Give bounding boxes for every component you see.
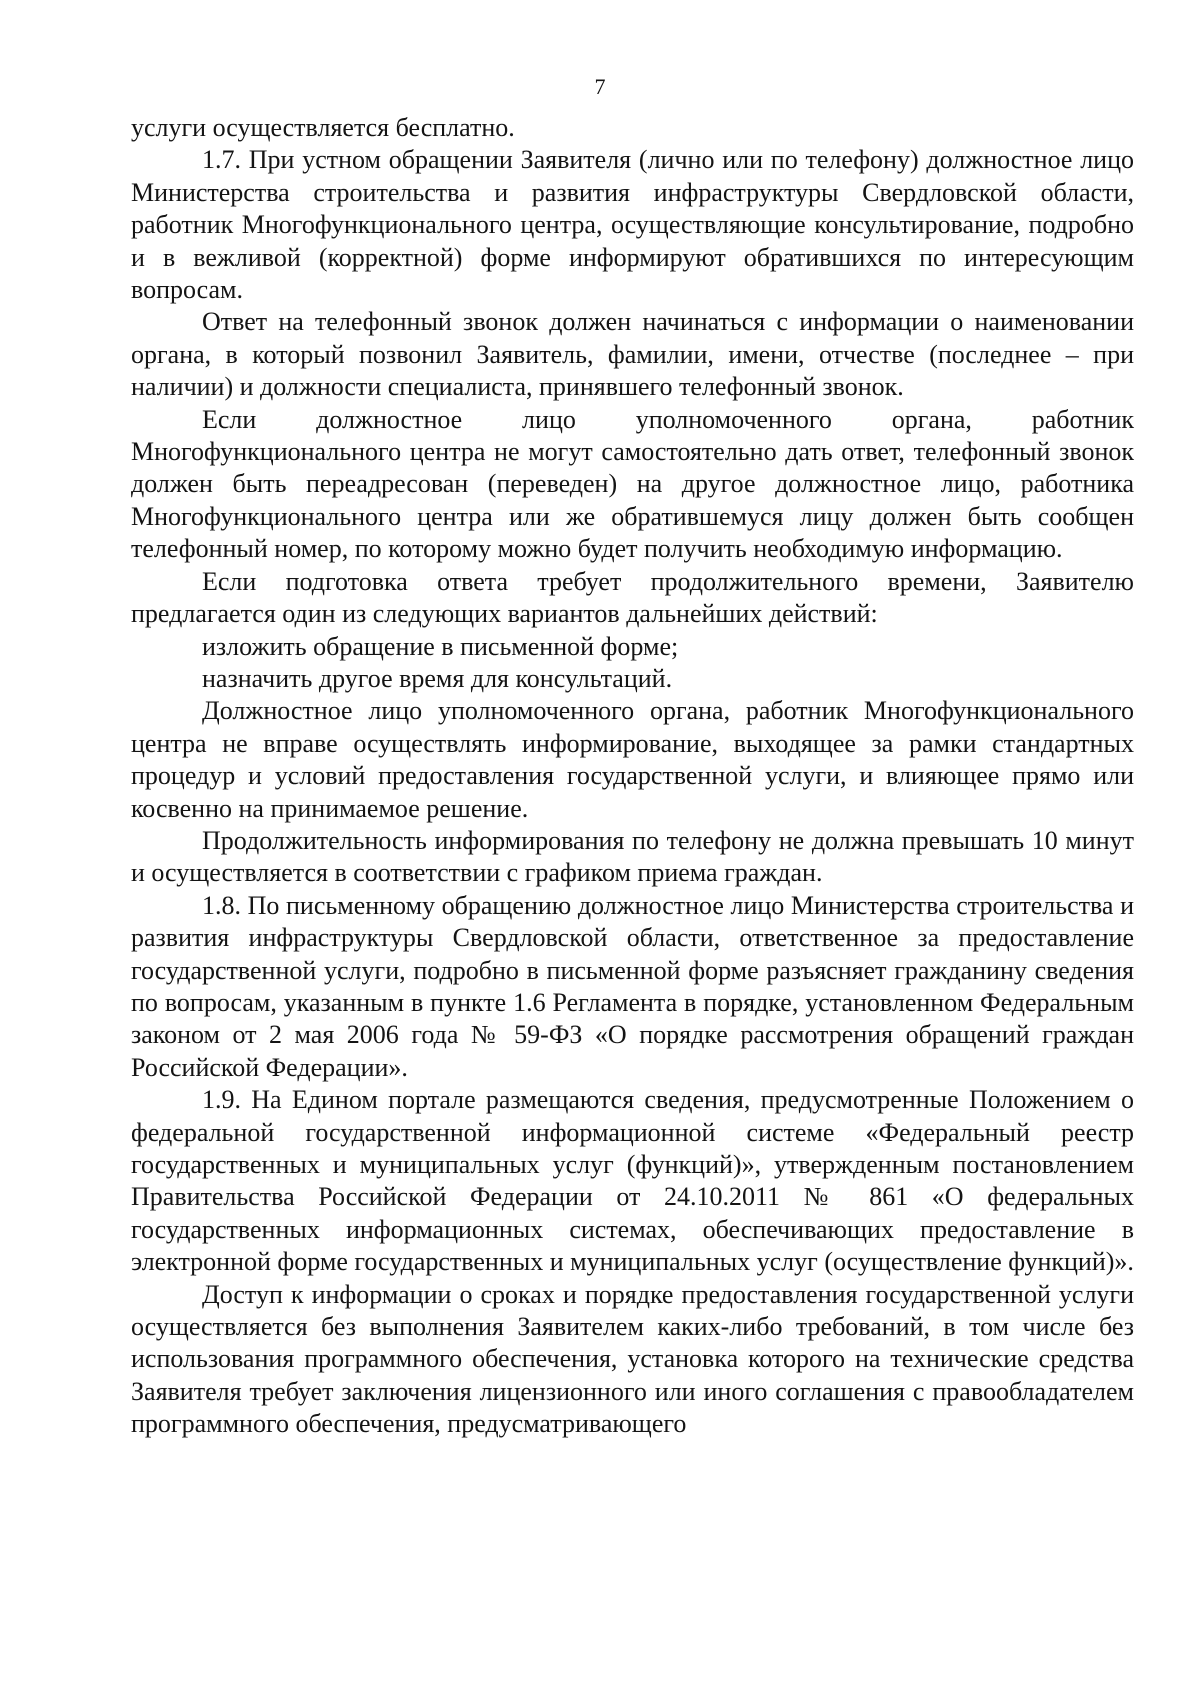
paragraph-1-9-unified-portal: 1.9. На Едином портале размещаются сведения, предусмотренные Положением о федеральной государственной информационной системе «Федеральный реестр государственных и муниципальных услуг (функций)», утвержденным постановлением Правительства Российской Федерации от 24.10.2011 № 861 «О федеральных государственных информационных системах, обеспечивающих предоставление в электронной форме государственных и муниципальных услуг (осуществление функций)».	[131, 1085, 1134, 1277]
paragraph-continuation: услуги осуществляется бесплатно.	[131, 113, 515, 142]
paragraph-option-reschedule: назначить другое время для консультаций.	[202, 663, 673, 693]
paragraph-option-written: изложить обращение в письменной форме;	[202, 631, 679, 661]
paragraph-1-8-written-inquiry: 1.8. По письменному обращению должностное лицо Министерства строительства и развития инфраструктуры Свердловской области, ответственное за предоставление государственной услуги, подробно в письменной форме разъясняет гражданину сведения по вопросам, указанным в пункте 1.6 Регламента в порядке, установленном Федеральным законом от 2 мая 2006 года № 59-ФЗ «О порядке рассмотрения обращений граждан Российской Федерации».	[131, 890, 1134, 1082]
paragraph-duration: Продолжительность информирования по телефону не должна превышать 10 минут и осуществляется в соответствии с графиком приема граждан.	[131, 825, 1134, 888]
paragraph-information-access: Доступ к информации о сроках и порядке предоставления государственной услуги осуществляется без выполнения Заявителем каких-либо требований, в том числе без использования программного обеспечения, установка которого на технические средства Заявителя требует заключения лицензионного или иного соглашения с правообладателем программного обеспечения, предусматривающего	[131, 1279, 1134, 1439]
page-number: 7	[594, 74, 606, 99]
paragraph-1-7-oral-inquiry: 1.7. При устном обращении Заявителя (лично или по телефону) должностное лицо Министерства строительства и развития инфраструктуры Свердловской области, работник Многофункционального центра, осуществляющие консультирование, подробно и в вежливой (корректной) форме информируют обратившихся по интересующим вопросам.	[131, 145, 1134, 305]
document-body	[131, 112, 1134, 1441]
paragraph-phone-answer: Ответ на телефонный звонок должен начинаться с информации о наименовании органа, в который позвонил Заявитель, фамилии, имени, отчестве (последнее – при наличии) и должности специалиста, принявшего телефонный звонок.	[131, 307, 1134, 402]
paragraph-long-preparation: Если подготовка ответа требует продолжительного времени, Заявителю предлагается один из следующих вариантов дальнейших действий:	[131, 566, 1134, 629]
paragraph-scope-limits: Должностное лицо уполномоченного органа, работник Многофункционального центра не вправе осуществлять информирование, выходящее за рамки стандартных процедур и условий предоставления государственной услуги, и влияющее прямо или косвенно на принимаемое решение.	[131, 696, 1134, 823]
paragraph-call-redirect: Если должностное лицо уполномоченного органа, работник Многофункционального центра не могут самостоятельно дать ответ, телефонный звонок должен быть переадресован (переведен) на другое должностное лицо, работника Многофункционального центра или же обратившемуся лицу должен быть сообщен телефонный номер, по которому можно будет получить необходимую информацию.	[131, 404, 1134, 564]
